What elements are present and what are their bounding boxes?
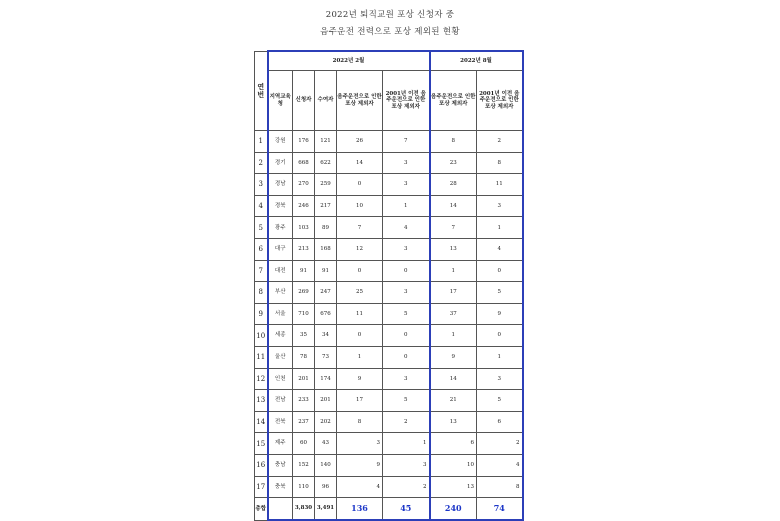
table-row xyxy=(255,454,523,476)
row-dui-aug: 28 xyxy=(430,174,477,196)
table-row xyxy=(255,195,523,217)
row-no: 4 xyxy=(255,195,268,217)
row-award: 73 xyxy=(315,346,337,368)
row-dui-2001-aug: 6 xyxy=(477,411,523,433)
table-row xyxy=(255,303,523,325)
table-row xyxy=(255,390,523,412)
row-region: 세종 xyxy=(268,325,293,347)
row-region: 전북 xyxy=(268,411,293,433)
row-apply: 269 xyxy=(293,282,315,304)
row-apply: 78 xyxy=(293,346,315,368)
row-dui-2001: 1 xyxy=(383,433,430,455)
row-dui-aug: 10 xyxy=(430,454,477,476)
row-dui: 14 xyxy=(337,152,383,174)
total-dui-aug: 240 xyxy=(430,498,477,521)
table-row xyxy=(255,282,523,304)
row-dui-2001-aug: 8 xyxy=(477,476,523,498)
row-dui-aug: 8 xyxy=(430,131,477,153)
table-row xyxy=(255,238,523,260)
table-row xyxy=(255,368,523,390)
row-no: 10 xyxy=(255,325,268,347)
row-dui-aug: 13 xyxy=(430,411,477,433)
row-award: 201 xyxy=(315,390,337,412)
row-region: 제주 xyxy=(268,433,293,455)
row-dui: 1 xyxy=(337,346,383,368)
header-dui: 음주운전으로 인한 포상 제외자 xyxy=(337,71,383,131)
row-dui-2001-aug: 11 xyxy=(477,174,523,196)
row-dui-aug: 13 xyxy=(430,476,477,498)
row-region: 서울 xyxy=(268,303,293,325)
table-row xyxy=(255,174,523,196)
table-row xyxy=(255,152,523,174)
header-dui-2001-aug: 2001년 이전 음주운전으로 인한 포상 제외자 xyxy=(477,71,523,131)
row-region: 충북 xyxy=(268,476,293,498)
row-award: 89 xyxy=(315,217,337,239)
row-no: 9 xyxy=(255,303,268,325)
row-dui: 7 xyxy=(337,217,383,239)
row-award: 676 xyxy=(315,303,337,325)
row-apply: 270 xyxy=(293,174,315,196)
total-region-empty xyxy=(268,498,293,521)
header-award: 수여자 xyxy=(315,71,337,131)
row-dui-aug: 13 xyxy=(430,238,477,260)
row-dui: 12 xyxy=(337,238,383,260)
row-award: 34 xyxy=(315,325,337,347)
row-dui-2001-aug: 8 xyxy=(477,152,523,174)
row-dui-2001-aug: 5 xyxy=(477,390,523,412)
row-dui-2001: 4 xyxy=(383,217,430,239)
row-no: 14 xyxy=(255,411,268,433)
row-region: 강원 xyxy=(268,131,293,153)
row-award: 168 xyxy=(315,238,337,260)
row-dui: 9 xyxy=(337,368,383,390)
dui-exclusion-table xyxy=(254,50,524,521)
row-region: 충남 xyxy=(268,454,293,476)
document-title-line1: 2022년 퇴직교원 포상 신청자 중 xyxy=(325,10,455,20)
row-apply: 60 xyxy=(293,433,315,455)
row-dui-aug: 14 xyxy=(430,195,477,217)
table-row xyxy=(255,476,523,498)
row-no: 11 xyxy=(255,346,268,368)
row-apply: 246 xyxy=(293,195,315,217)
row-award: 91 xyxy=(315,260,337,282)
row-award: 217 xyxy=(315,195,337,217)
header-group-aug: 2022년 8월 xyxy=(430,51,523,71)
total-label: 총합 xyxy=(255,498,268,521)
row-no: 1 xyxy=(255,131,268,153)
row-apply: 668 xyxy=(293,152,315,174)
row-apply: 237 xyxy=(293,411,315,433)
row-dui-aug: 23 xyxy=(430,152,477,174)
header-apply: 신청자 xyxy=(293,71,315,131)
row-region: 부산 xyxy=(268,282,293,304)
row-no: 16 xyxy=(255,454,268,476)
row-no: 13 xyxy=(255,390,268,412)
row-dui-2001-aug: 1 xyxy=(477,346,523,368)
row-dui-2001-aug: 0 xyxy=(477,325,523,347)
row-dui-2001: 3 xyxy=(383,282,430,304)
row-dui-aug: 6 xyxy=(430,433,477,455)
row-dui-2001: 3 xyxy=(383,238,430,260)
row-no: 15 xyxy=(255,433,268,455)
row-dui-aug: 9 xyxy=(430,346,477,368)
row-dui-2001: 3 xyxy=(383,152,430,174)
total-dui: 136 xyxy=(337,498,383,521)
row-dui-2001-aug: 4 xyxy=(477,238,523,260)
table-row xyxy=(255,131,523,153)
row-dui-aug: 17 xyxy=(430,282,477,304)
row-apply: 710 xyxy=(293,303,315,325)
row-award: 140 xyxy=(315,454,337,476)
row-region: 대전 xyxy=(268,260,293,282)
row-dui: 11 xyxy=(337,303,383,325)
row-dui-2001-aug: 3 xyxy=(477,368,523,390)
table-row xyxy=(255,346,523,368)
row-apply: 35 xyxy=(293,325,315,347)
row-no: 17 xyxy=(255,476,268,498)
row-dui-2001: 3 xyxy=(383,174,430,196)
row-dui: 4 xyxy=(337,476,383,498)
row-no: 12 xyxy=(255,368,268,390)
row-apply: 233 xyxy=(293,390,315,412)
row-dui-2001-aug: 5 xyxy=(477,282,523,304)
row-dui-aug: 37 xyxy=(430,303,477,325)
row-dui: 17 xyxy=(337,390,383,412)
row-dui: 9 xyxy=(337,454,383,476)
row-region: 전남 xyxy=(268,390,293,412)
row-apply: 152 xyxy=(293,454,315,476)
table-row xyxy=(255,325,523,347)
row-dui-2001-aug: 9 xyxy=(477,303,523,325)
row-dui-2001: 0 xyxy=(383,260,430,282)
row-dui-2001: 5 xyxy=(383,303,430,325)
row-award: 43 xyxy=(315,433,337,455)
row-award: 96 xyxy=(315,476,337,498)
header-region: 지역교육청 xyxy=(268,71,293,131)
row-dui-aug: 1 xyxy=(430,325,477,347)
row-dui: 8 xyxy=(337,411,383,433)
row-dui-2001: 0 xyxy=(383,325,430,347)
row-region: 광주 xyxy=(268,217,293,239)
document-title-line2: 음주운전 전력으로 포상 제외된 현황 xyxy=(320,27,460,37)
row-dui-2001: 2 xyxy=(383,476,430,498)
row-apply: 176 xyxy=(293,131,315,153)
row-award: 247 xyxy=(315,282,337,304)
row-dui-2001: 0 xyxy=(383,346,430,368)
row-dui-2001-aug: 2 xyxy=(477,433,523,455)
row-dui: 3 xyxy=(337,433,383,455)
row-dui-aug: 1 xyxy=(430,260,477,282)
total-award: 3,491 xyxy=(315,498,337,521)
row-dui-aug: 7 xyxy=(430,217,477,239)
table-row xyxy=(255,217,523,239)
table-row xyxy=(255,260,523,282)
row-no: 6 xyxy=(255,238,268,260)
row-apply: 103 xyxy=(293,217,315,239)
row-dui-2001-aug: 4 xyxy=(477,454,523,476)
row-region: 울산 xyxy=(268,346,293,368)
header-dui-2001: 2001년 이전 음주운전으로 인한 포상 제외자 xyxy=(383,71,430,131)
row-apply: 213 xyxy=(293,238,315,260)
row-no: 7 xyxy=(255,260,268,282)
row-dui-2001-aug: 2 xyxy=(477,131,523,153)
row-region: 경남 xyxy=(268,174,293,196)
row-dui-aug: 21 xyxy=(430,390,477,412)
header-group-feb: 2022년 2월 xyxy=(268,51,430,71)
row-dui-2001: 1 xyxy=(383,195,430,217)
total-dui-2001-aug: 74 xyxy=(477,498,523,521)
header-dui-aug: 음주운전으로 인한 포상 제외자 xyxy=(430,71,477,131)
header-no: 연번 xyxy=(255,51,268,131)
row-award: 174 xyxy=(315,368,337,390)
row-dui: 26 xyxy=(337,131,383,153)
row-dui: 0 xyxy=(337,174,383,196)
table-body xyxy=(255,131,523,521)
total-row xyxy=(255,498,523,521)
row-region: 경북 xyxy=(268,195,293,217)
row-dui-2001-aug: 0 xyxy=(477,260,523,282)
row-dui-2001-aug: 1 xyxy=(477,217,523,239)
row-dui: 0 xyxy=(337,325,383,347)
row-award: 121 xyxy=(315,131,337,153)
row-no: 2 xyxy=(255,152,268,174)
row-dui-2001: 2 xyxy=(383,411,430,433)
row-dui-aug: 14 xyxy=(430,368,477,390)
total-dui-2001: 45 xyxy=(383,498,430,521)
row-award: 622 xyxy=(315,152,337,174)
table-row xyxy=(255,433,523,455)
row-apply: 201 xyxy=(293,368,315,390)
row-dui: 10 xyxy=(337,195,383,217)
row-no: 8 xyxy=(255,282,268,304)
row-dui-2001: 3 xyxy=(383,454,430,476)
row-award: 202 xyxy=(315,411,337,433)
row-award: 259 xyxy=(315,174,337,196)
row-dui-2001: 7 xyxy=(383,131,430,153)
row-dui: 0 xyxy=(337,260,383,282)
row-dui: 25 xyxy=(337,282,383,304)
row-region: 인천 xyxy=(268,368,293,390)
row-region: 경기 xyxy=(268,152,293,174)
table-row xyxy=(255,411,523,433)
row-apply: 91 xyxy=(293,260,315,282)
row-no: 3 xyxy=(255,174,268,196)
row-dui-2001: 3 xyxy=(383,368,430,390)
row-dui-2001: 5 xyxy=(383,390,430,412)
row-dui-2001-aug: 3 xyxy=(477,195,523,217)
row-apply: 110 xyxy=(293,476,315,498)
total-apply: 3,830 xyxy=(293,498,315,521)
row-region: 대구 xyxy=(268,238,293,260)
row-no: 5 xyxy=(255,217,268,239)
